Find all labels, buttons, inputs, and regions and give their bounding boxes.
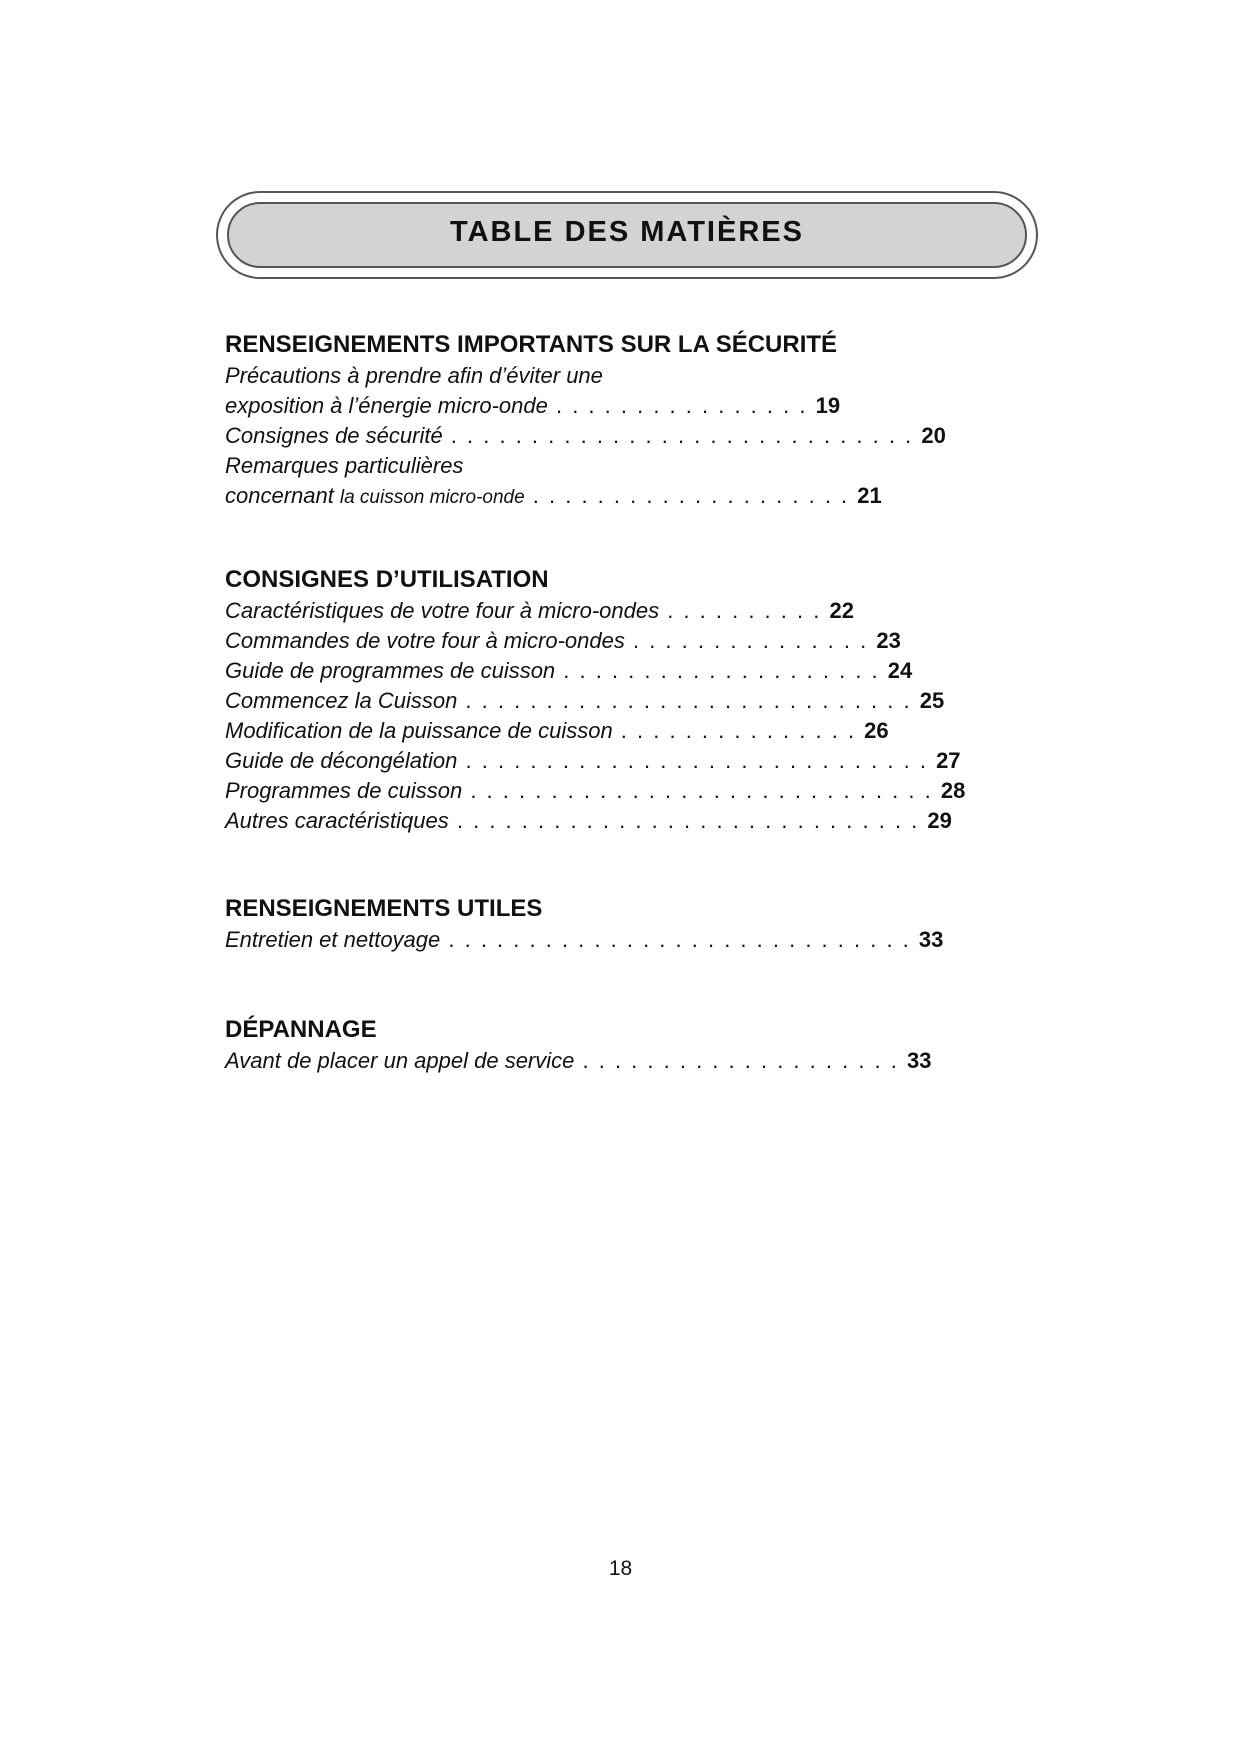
toc-entry[interactable] (225, 1046, 931, 1076)
toc-entry[interactable] (225, 686, 965, 716)
title-banner (227, 202, 1027, 268)
toc-entry[interactable] (225, 925, 943, 955)
section-heading: CONSIGNES D’UTILISATION (225, 566, 549, 593)
toc-entry-line1: Remarques particulières (225, 453, 464, 478)
section-heading: RENSEIGNEMENTS UTILES (225, 895, 543, 922)
toc-leader-dots: . . . . . . . . . . (659, 598, 830, 623)
toc-entry-text: Commencez la Cuisson (225, 688, 458, 713)
toc-leader-dots: . . . . . . . . . . . . . . . . . . . . . . . . . . . . . (457, 748, 937, 773)
toc-leader-dots: . . . . . . . . . . . . . . . . . . . . . . . . . . . . . (440, 927, 919, 952)
toc-entry-text: Guide de programmes de cuisson (225, 658, 556, 683)
toc-page-number: 33 (907, 1048, 932, 1073)
toc-page-number: 25 (919, 688, 945, 713)
toc-leader-dots: . . . . . . . . . . . . . . . (612, 718, 865, 743)
toc-entry[interactable] (225, 361, 946, 421)
toc-entry-text: Programmes de cuisson (225, 778, 463, 803)
toc-leader-dots: . . . . . . . . . . . . . . . . . . . . (555, 658, 888, 683)
toc-entry[interactable] (225, 596, 965, 626)
toc-page-number: 21 (857, 483, 882, 508)
toc-page-number: 29 (927, 808, 952, 833)
toc-leader-dots: . . . . . . . . . . . . . . . . . . . . . . . . . . . . . (462, 778, 941, 803)
toc-entry[interactable] (225, 746, 965, 776)
toc-leader-dots: . . . . . . . . . . . . . . . . . . . . (524, 483, 858, 508)
toc-leader-dots: . . . . . . . . . . . . . . . . . . . . . . . . . . . . (457, 688, 920, 713)
toc-entry-line1: Précautions à prendre afin d’éviter une (225, 363, 603, 388)
toc-section-useful (225, 893, 943, 955)
toc-section-troubleshooting (225, 1014, 931, 1076)
toc-entry-text: Modification de la puissance de cuisson (225, 718, 613, 743)
toc-page-number: 20 (921, 423, 946, 448)
toc-entry-small-text: la cuisson micro-onde (339, 487, 525, 508)
toc-page-number: 19 (815, 393, 841, 418)
toc-entry-text: concernant (225, 483, 334, 508)
title-banner-outer (216, 191, 1038, 279)
toc-page-number: 28 (940, 778, 966, 803)
toc-section-safety (225, 329, 946, 513)
toc-leader-dots: . . . . . . . . . . . . . . . . (547, 393, 816, 418)
toc-entry[interactable] (225, 626, 965, 656)
toc-entry-text: Entretien et nettoyage (225, 927, 441, 952)
toc-entry-text: Avant de placer un appel de service (225, 1048, 575, 1073)
toc-entry-text: Consignes de sécurité (225, 423, 443, 448)
toc-page-number: 26 (864, 718, 889, 743)
toc-entry[interactable] (225, 776, 965, 806)
toc-entry-text: Autres caractéristiques (225, 808, 449, 833)
toc-entry[interactable] (225, 421, 946, 451)
toc-leader-dots: . . . . . . . . . . . . . . . (624, 628, 877, 653)
toc-entry[interactable] (225, 806, 965, 836)
toc-page-number: 27 (936, 748, 961, 773)
toc-entry[interactable] (225, 451, 946, 513)
toc-section-usage (225, 564, 965, 836)
toc-page-number: 23 (876, 628, 901, 653)
toc-page-number: 24 (887, 658, 913, 683)
toc-entry[interactable] (225, 716, 965, 746)
toc-page-number: 33 (918, 927, 944, 952)
toc-entry-text: Commandes de votre four à micro-ondes (225, 628, 625, 653)
toc-leader-dots: . . . . . . . . . . . . . . . . . . . . (574, 1048, 907, 1073)
toc-leader-dots: . . . . . . . . . . . . . . . . . . . . . . . . . . . . . (442, 423, 922, 448)
toc-entry-text: exposition à l’énergie micro-onde (225, 393, 548, 418)
section-heading: RENSEIGNEMENTS IMPORTANTS SUR LA SÉCURITÉ (225, 331, 838, 358)
toc-leader-dots: . . . . . . . . . . . . . . . . . . . . . . . . . . . . . (448, 808, 928, 833)
toc-entry[interactable] (225, 656, 965, 686)
page-title: TABLE DES MATIÈRES (450, 215, 804, 248)
toc-page-number: 22 (829, 598, 854, 623)
toc-entry-text: Caractéristiques de votre four à micro-ondes (225, 598, 660, 623)
section-heading: DÉPANNAGE (225, 1016, 377, 1043)
footer-page-number: 18 (608, 1557, 633, 1580)
toc-entry-text: Guide de décongélation (225, 748, 458, 773)
